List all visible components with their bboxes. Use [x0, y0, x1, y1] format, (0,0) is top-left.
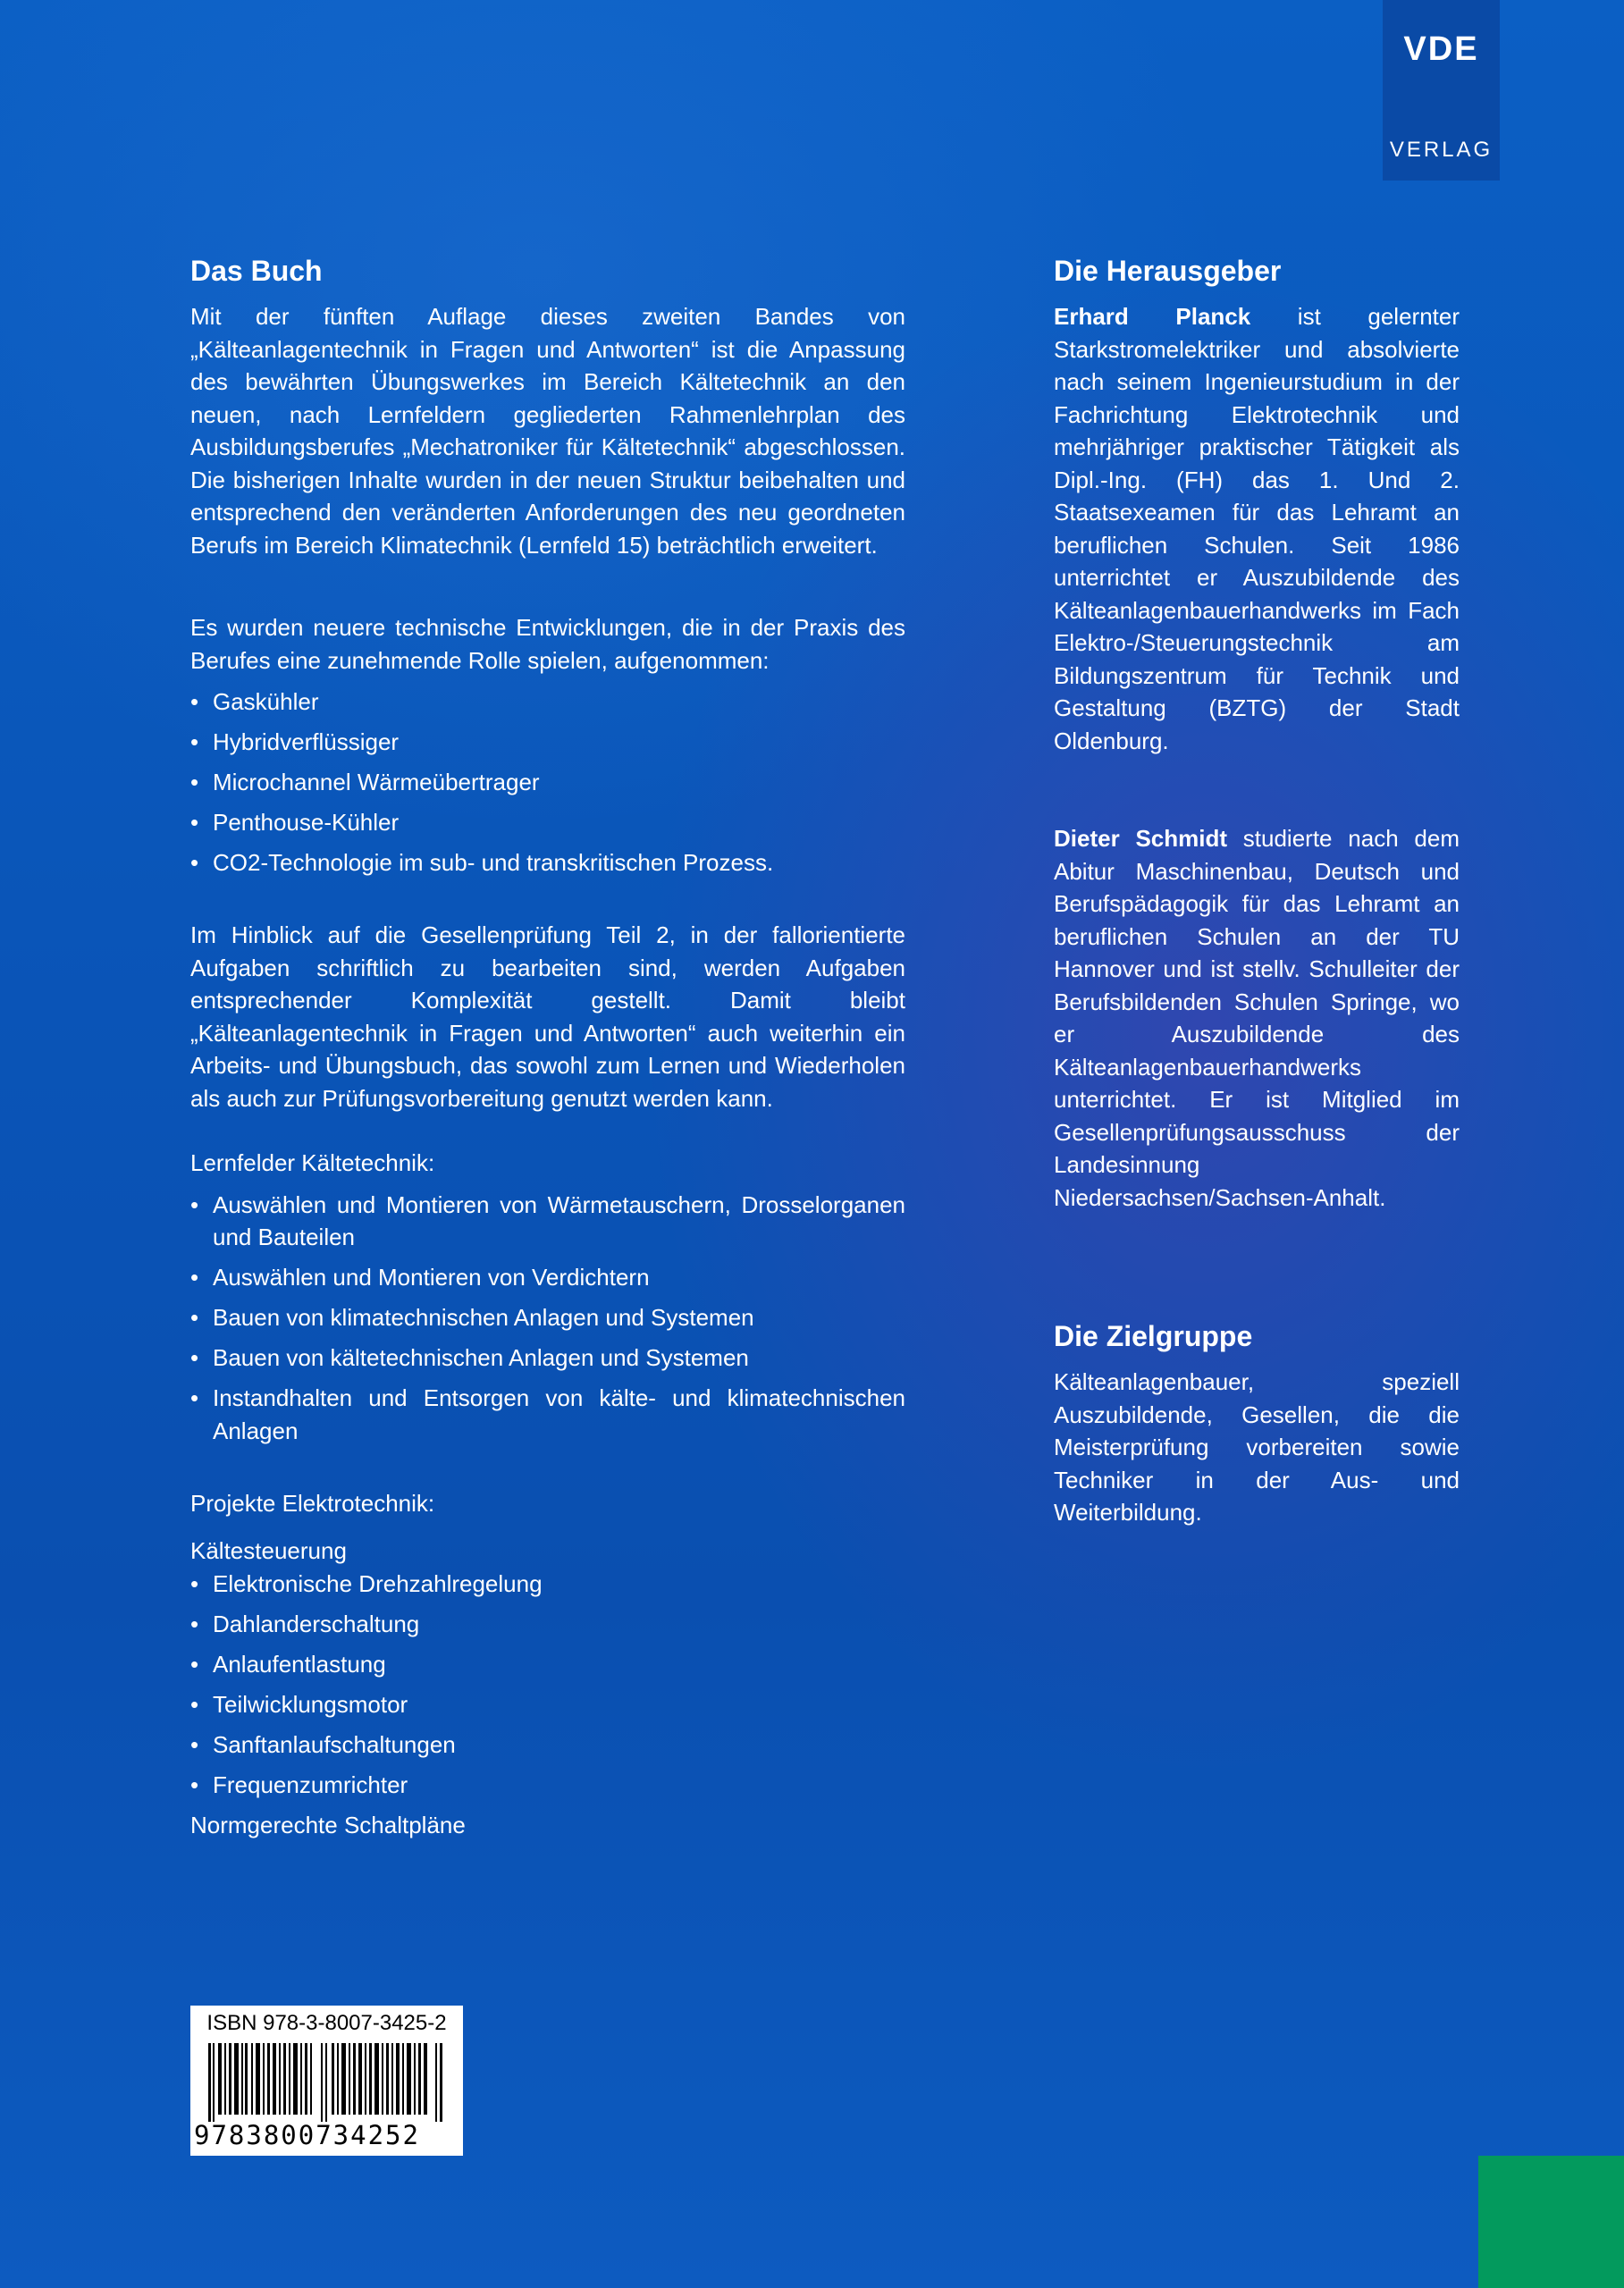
paragraph-zielgruppe: Kälteanlagenbauer, speziell Auszubildende, Gesellen, die die Meisterprüfung vorbereiten sowie Techniker in der Aus- und Weiterbildung.: [1054, 1368, 1460, 1526]
vde-verlag-logo: [1383, 0, 1500, 181]
bio-schmidt-text: studierte nach dem Abitur Maschinenbau, Deutsch und Berufspädagogik für das Lehramt an beruflichen Schulen an der TU Hannover und ist stellv. Schulleiter der Berufsbildenden Schulen Springe, wo er Auszubildende des Kälteanlagenbauerhandwerks unterrichtet. Er ist Mitglied im Gesellenprüfungsausschuss der Landesinnung Niedersachsen/Sachsen-Anhalt.: [1054, 825, 1460, 1211]
list-item: • Microchannel Wärmeübertrager: [190, 766, 905, 799]
list-item: • Auswählen und Montieren von Wärmetauschern, Drosselorganen und Bauteilen: [190, 1189, 905, 1254]
right-column: [1054, 252, 1460, 1529]
list-item: • Bauen von kältetechnischen Anlagen und Systemen: [190, 1342, 905, 1375]
list-item: • Auswählen und Montieren von Verdichtern: [190, 1261, 905, 1294]
bio-schmidt: [1054, 822, 1460, 1214]
paragraph-intro: Mit der fünften Auflage dieses zweiten Bandes von „Kälteanlagentechnik in Fragen und Antworten“ ist die Anpassung des bewährten Übungswerkes im Bereich Kältetechnik an den neuen, nach Lernfeldern gegliederten Rahmenlehrplan des Ausbildungsberufes „Mechatroniker für Kältetechnik“ abgeschlossen. Die bisherigen Inhalte wurden in der neuen Struktur beibehalten und entsprechend den veränderten Anforderungen des neu geordneten Berufs im Bereich Klimatechnik (Lernfeld 15) beträchtlich erweitert.: [190, 303, 905, 559]
paragraph-gesellenpruefung: Im Hinblick auf die Gesellenprüfung Teil 2, in der fallorientierte Aufgaben schriftlich zu bearbeiten sind, werden Aufgaben entsprechender Komplexität gestellt. Damit bleibt „Kälteanlagentechnik in Fragen und Antworten“ auch weiterhin ein Arbeits- und Übungsbuch, das sowohl zum Lernen und Wiederholen als auch zur Prüfungsvorbereitung genutzt werden kann.: [190, 921, 905, 1112]
list-item: • Instandhalten und Entsorgen von kälte- und klimatechnischen Anlagen: [190, 1382, 905, 1447]
heading-zielgruppe: Die Zielgruppe: [1054, 1320, 1253, 1352]
isbn-digits: 9783800734252: [194, 2120, 420, 2150]
list-item: • Anlaufentlastung: [190, 1648, 905, 1681]
kaltesteuerung-label: Kältesteuerung: [190, 1537, 347, 1564]
logo-brand: VDE: [1403, 30, 1479, 68]
list-lernfelder: [190, 1189, 905, 1448]
name-schmidt: Dieter Schmidt: [1054, 825, 1228, 852]
barcode-icon: [208, 2043, 445, 2122]
list-entwicklungen: [190, 686, 905, 879]
left-column: [190, 252, 905, 1841]
heading-das-buch: Das Buch: [190, 255, 323, 287]
list-item: • CO2-Technologie im sub- und transkritischen Prozess.: [190, 846, 905, 879]
list-item: • Bauen von klimatechnischen Anlagen und Systemen: [190, 1301, 905, 1334]
bio-planck-text: ist gelernter Starkstromelektriker und absolvierte nach seinem Ingenieurstudium in der Fachrichtung Elektrotechnik und mehrjähriger praktischer Tätigkeit als Dipl.-Ing. (FH) das 1. Und 2. Staatsexeamen für das Lehramt an beruflichen Schulen. Seit 1986 unterrichtet er Auszubildende des Kälteanlagenbauerhandwerks im Fach Elektro-/Steuerungstechnik am Bildungszentrum für Technik und Gestaltung (BZTG) der Stadt Oldenburg.: [1054, 303, 1460, 754]
green-corner-tab: [1478, 2156, 1624, 2288]
list-item: • Teilwicklungsmotor: [190, 1688, 905, 1721]
list-item: • Frequenzumrichter: [190, 1769, 905, 1802]
list-item: • Gaskühler: [190, 686, 905, 719]
list-item: • Sanftanlaufschaltungen: [190, 1729, 905, 1762]
isbn-label: ISBN 978-3-8007-3425-2: [206, 2011, 447, 2035]
logo-sub: VERLAG: [1389, 138, 1494, 162]
name-planck: Erhard Planck: [1054, 303, 1251, 330]
lernfelder-title: Lernfelder Kältetechnik:: [190, 1149, 435, 1176]
projekte-title: Projekte Elektrotechnik:: [190, 1489, 435, 1517]
paragraph-entwicklungen: Es wurden neuere technische Entwicklungen, die in der Praxis des Berufes eine zunehmende Rolle spielen, aufgenommen:: [190, 614, 905, 674]
list-item: • Dahlanderschaltung: [190, 1608, 905, 1641]
list-projekte: [190, 1568, 905, 1802]
normgerecht-label: Normgerechte Schaltpläne: [190, 1811, 466, 1838]
list-item: • Penthouse-Kühler: [190, 806, 905, 839]
list-item: • Elektronische Drehzahlregelung: [190, 1568, 905, 1601]
isbn-barcode-box: [190, 2006, 463, 2156]
list-item: • Hybridverflüssiger: [190, 726, 905, 759]
heading-herausgeber: Die Herausgeber: [1054, 255, 1282, 287]
bio-planck: [1054, 300, 1460, 757]
